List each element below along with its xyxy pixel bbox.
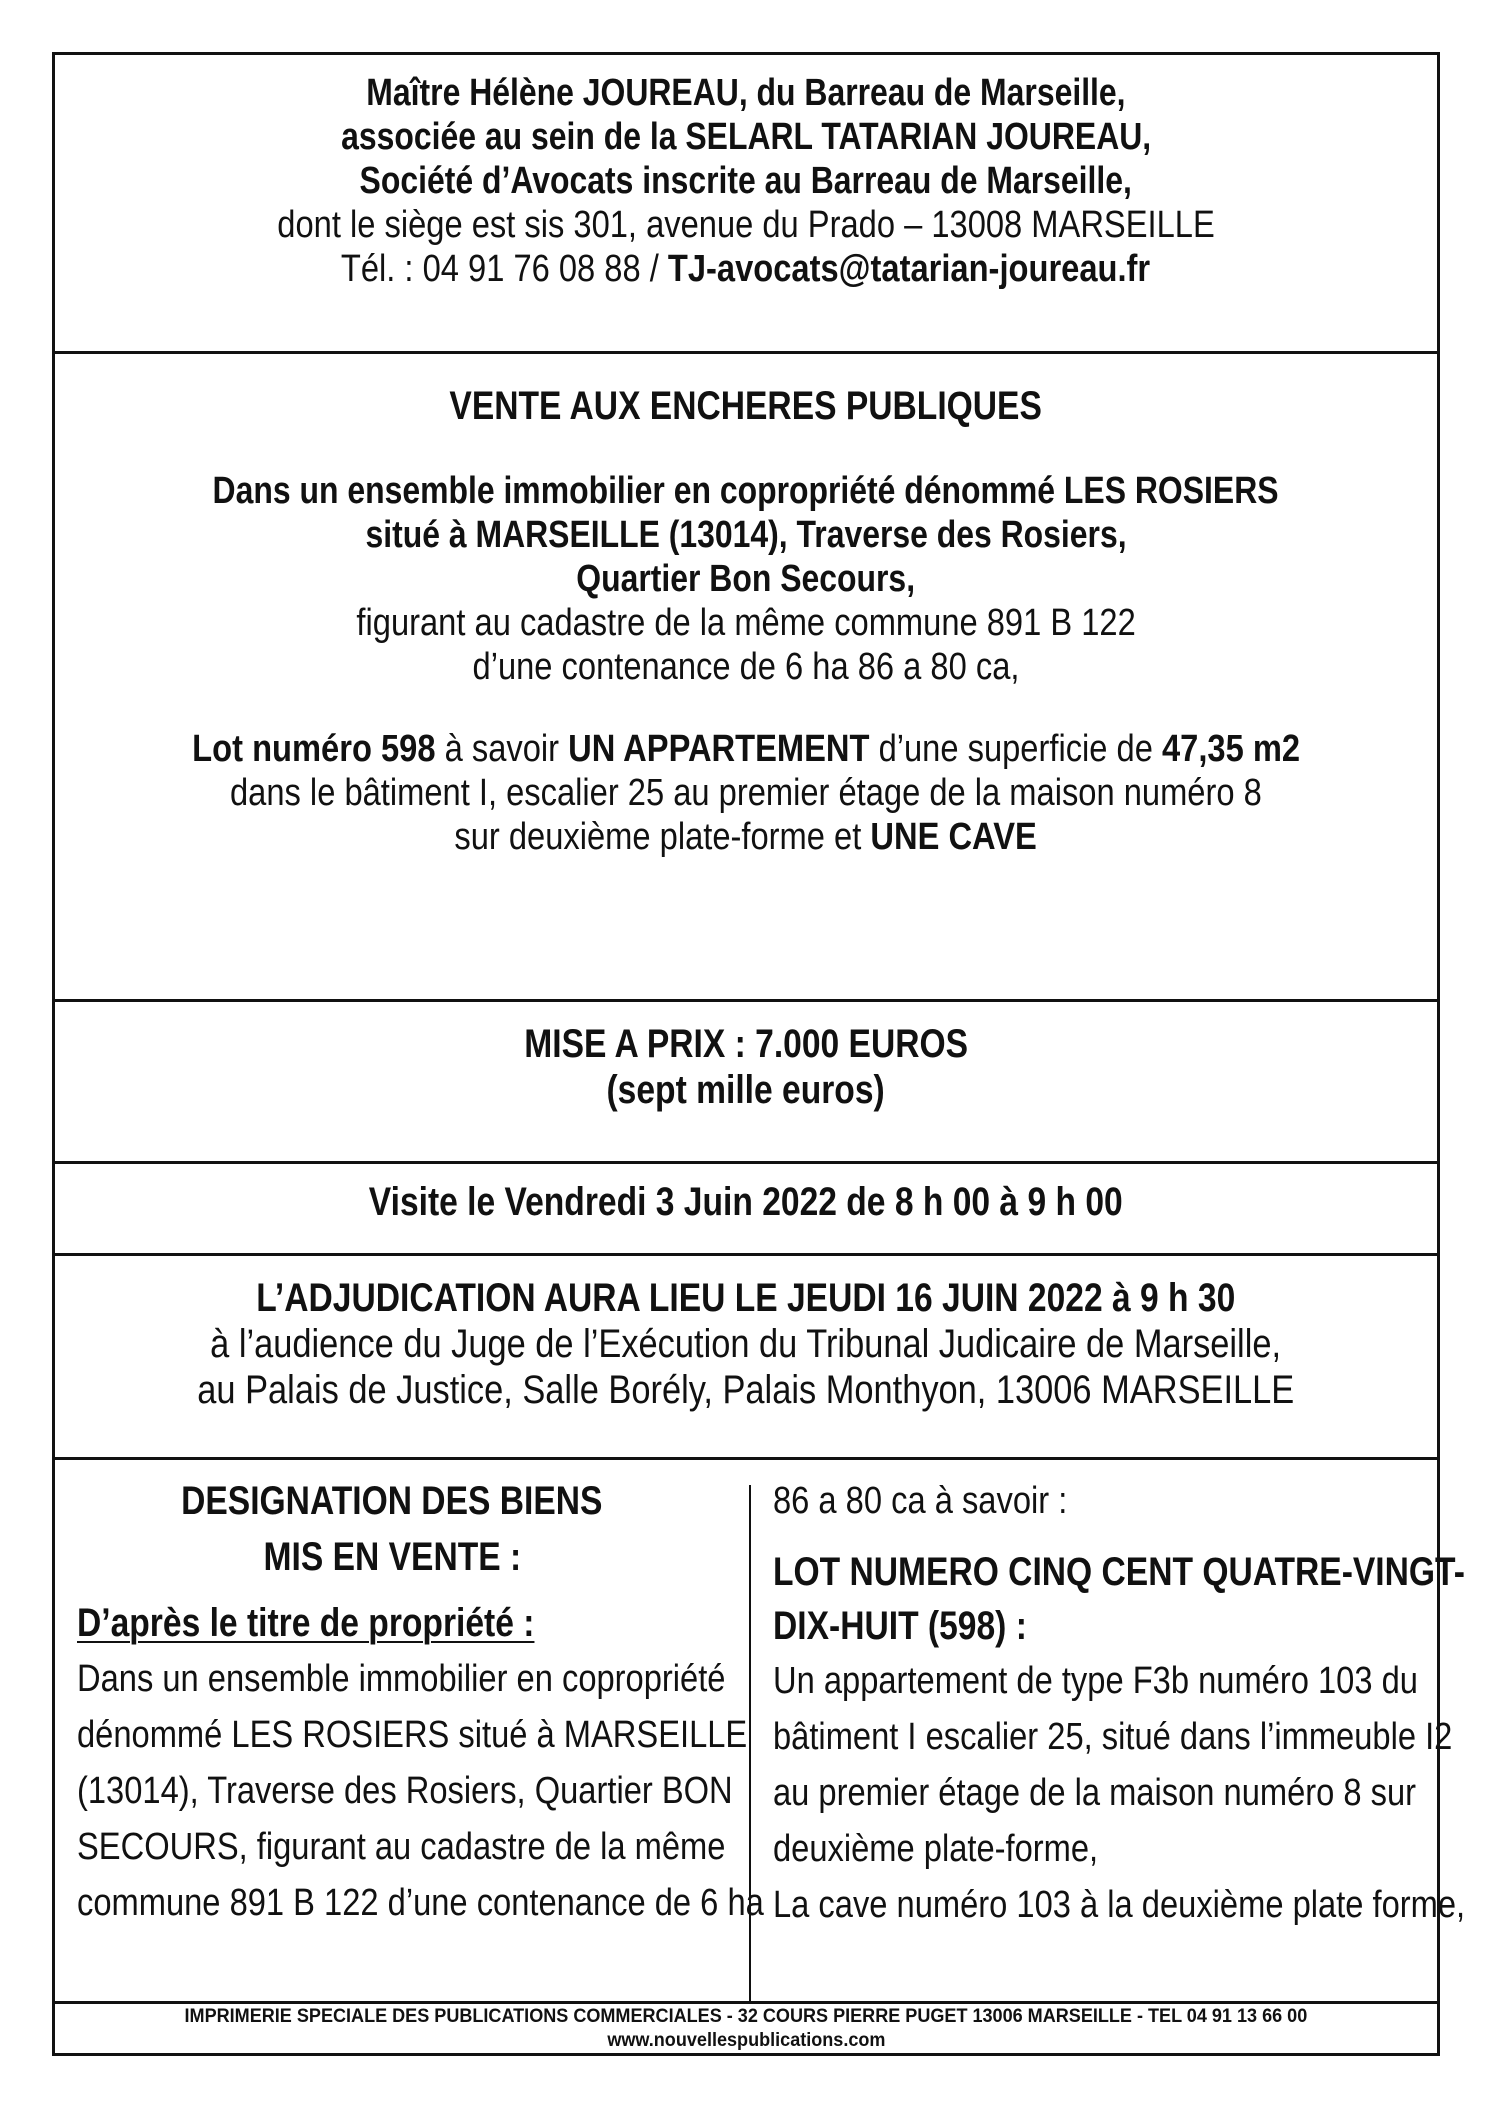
sale-location-3: Quartier Bon Secours, [576, 558, 916, 600]
divider [55, 351, 1437, 354]
starting-price-words: (sept mille euros) [606, 1068, 886, 1112]
lot-type: UN APPARTEMENT [567, 728, 870, 770]
lot-building: dans le bâtiment I, escalier 25 au premier étage de la maison numéro 8 [230, 772, 1262, 814]
designation-left-column [77, 1473, 764, 1931]
designation-subtitle-text: D’après le titre de propriété : [77, 1601, 535, 1645]
divider [55, 999, 1437, 1002]
lawyer-bar: Société d’Avocats inscrite au Barreau de Marseille, [359, 160, 1133, 202]
left-paragraph-line-2: dénommé LES ROSIERS situé à MARSEILLE [77, 1714, 748, 1756]
right-paragraph-line-5: La cave numéro 103 à la deuxième plate forme, [773, 1884, 1466, 1926]
lawyer-contact [341, 247, 1150, 291]
lot-number: Lot numéro 598 [192, 728, 436, 770]
divider [55, 1457, 1437, 1460]
lawyer-name: Maître Hélène JOUREAU, du Barreau de Marseille, [366, 72, 1126, 114]
designation-right-column [773, 1473, 1466, 1933]
notice-frame [52, 52, 1466, 2056]
printer-address: IMPRIMERIE SPECIALE DES PUBLICATIONS COMMERCIALES - 32 COURS PIERRE PUGET 13006 MARSEILLE - TEL 04 91 13 66 00 [184, 2006, 1308, 2027]
visit-section [55, 1179, 1437, 1225]
right-paragraph-line-3: au premier étage de la maison numéro 8 sur [773, 1772, 1417, 1814]
right-paragraph-line-4: deuxième plate-forme, [773, 1828, 1099, 1870]
adjudication-court: à l’audience du Juge de l’Exécution du Tribunal Judicaire de Marseille, [210, 1322, 1282, 1366]
lot-surface: 47,35 m2 [1161, 728, 1300, 770]
sale-cadastre: figurant au cadastre de la même commune 891 B 122 [356, 602, 1136, 644]
right-intro: 86 a 80 ca à savoir : [773, 1480, 1068, 1522]
visit-date: Visite le Vendredi 3 Juin 2022 de 8 h 00 à 9 h 00 [369, 1180, 1123, 1224]
left-paragraph-line-1: Dans un ensemble immobilier en copropriété [77, 1658, 726, 1700]
adjudication-section [55, 1275, 1437, 1413]
lawyer-header [55, 71, 1437, 291]
sale-location-1: Dans un ensemble immobilier en copropriété dénommé LES ROSIERS [212, 470, 1280, 512]
designation-title-1: DESIGNATION DES BIENS [181, 1479, 603, 1523]
lot-cellar [455, 815, 1037, 859]
sale-section [55, 383, 1437, 859]
lawyer-address: dont le siège est sis 301, avenue du Prado – 13008 MARSEILLE [277, 204, 1215, 246]
sale-area: d’une contenance de 6 ha 86 a 80 ca, [472, 646, 1020, 688]
printer-footer [55, 2005, 1437, 2053]
right-paragraph-line-2: bâtiment I escalier 25, situé dans l’immeuble I2 [773, 1716, 1453, 1758]
lot-text: d’une superficie de [869, 728, 1162, 770]
lot-description [192, 727, 1300, 771]
divider [55, 1253, 1437, 1256]
column-divider [749, 1485, 751, 2001]
divider [55, 2001, 1437, 2004]
divider [55, 1161, 1437, 1164]
sale-title: VENTE AUX ENCHERES PUBLIQUES [449, 384, 1043, 428]
adjudication-date: L’ADJUDICATION AURA LIEU LE JEUDI 16 JUIN 2022 à 9 h 30 [256, 1276, 1236, 1320]
lot-title-2: DIX-HUIT (598) : [773, 1604, 1027, 1648]
lawyer-phone: Tél. : 04 91 76 08 88 / [341, 248, 669, 290]
price-section [55, 1021, 1437, 1113]
left-paragraph-line-3: (13014), Traverse des Rosiers, Quartier BON [77, 1770, 733, 1812]
designation-subtitle [77, 1595, 534, 1651]
adjudication-place: au Palais de Justice, Salle Borély, Palais Monthyon, 13006 MARSEILLE [197, 1368, 1295, 1412]
left-paragraph-line-5: commune 891 B 122 d’une contenance de 6 ha [77, 1882, 764, 1924]
lot-text: sur deuxième plate-forme et [454, 816, 871, 858]
lot-cellar-label: UNE CAVE [870, 816, 1038, 858]
lawyer-firm: associée au sein de la SELARL TATARIAN JOUREAU, [340, 116, 1152, 158]
lawyer-email: TJ-avocats@tatarian-joureau.fr [668, 248, 1151, 290]
printer-website: www.nouvellespublications.com [606, 2030, 886, 2051]
lot-title-1: LOT NUMERO CINQ CENT QUATRE-VINGT- [773, 1550, 1465, 1594]
starting-price: MISE A PRIX : 7.000 EUROS [524, 1022, 968, 1066]
left-paragraph-line-4: SECOURS, figurant au cadastre de la même [77, 1826, 726, 1868]
designation-title-2: MIS EN VENTE : [263, 1535, 521, 1579]
right-paragraph-line-1: Un appartement de type F3b numéro 103 du [773, 1660, 1418, 1702]
lot-text: à savoir [435, 728, 568, 770]
sale-location-2: situé à MARSEILLE (13014), Traverse des Rosiers, [365, 514, 1127, 556]
